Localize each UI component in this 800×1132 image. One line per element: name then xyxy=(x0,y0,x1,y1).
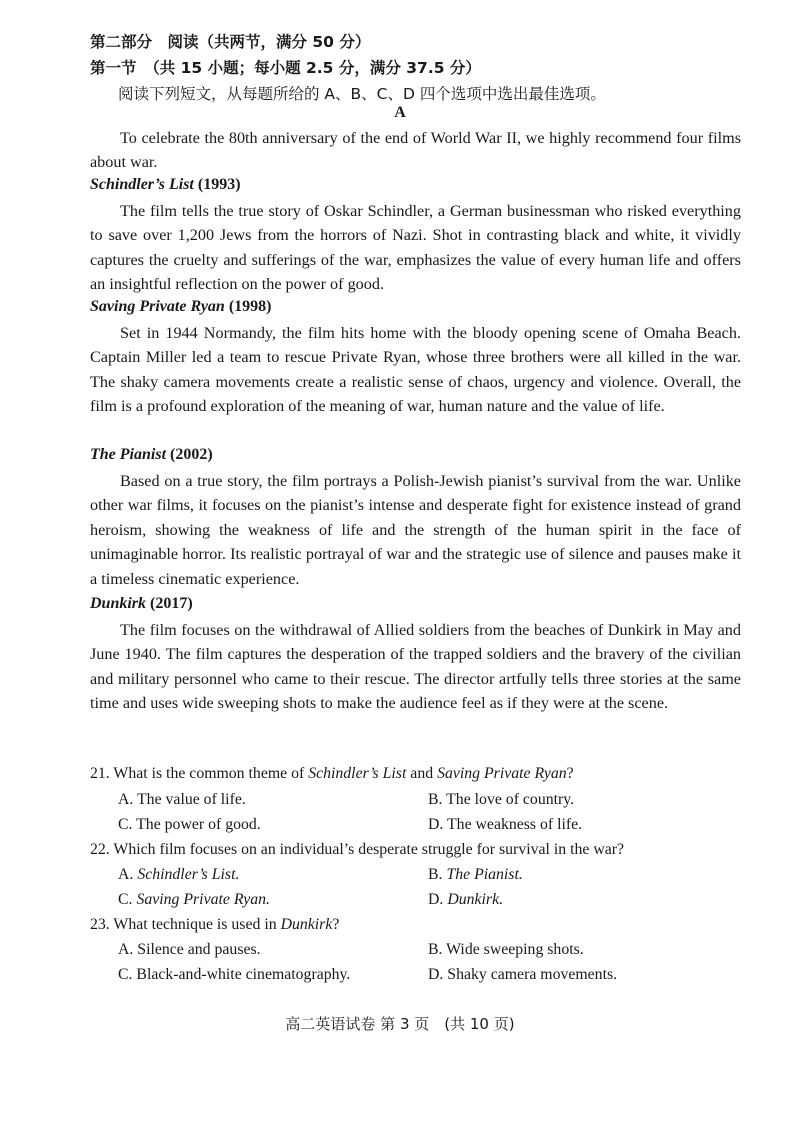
q23-option-c: C. Black-and-white cinematography. xyxy=(118,966,351,983)
option-film-title: The Pianist. xyxy=(446,866,523,883)
intro-paragraph: To celebrate the 80th anniversary of the end of World War II, we highly recommend four films about war. xyxy=(90,129,741,172)
film-body-2: Set in 1944 Normandy, the film hits home with the bloody opening scene of Omaha Beach. Captain Miller led a team to rescue Private Ryan, whose three brothers were all killed in the war. The shaky camera movements create a realistic sense of chaos, urgency and violence. Overall, the film is a profound exploration of the meaning of war, human nature and the value of life. xyxy=(90,324,741,416)
question-23 xyxy=(90,916,339,934)
q21-option-d: D. The weakness of life. xyxy=(428,816,583,833)
option-label: B. xyxy=(428,866,447,883)
question-film-title: Saving Private Ryan xyxy=(437,765,567,782)
option-label: C. xyxy=(118,891,137,908)
question-stem: 23. What technique is used in xyxy=(90,916,281,933)
question-stem: ? xyxy=(332,916,340,933)
option-film-title: Dunkirk. xyxy=(447,891,504,908)
question-stem: ? xyxy=(566,765,574,782)
film-title-text: Saving Private Ryan xyxy=(90,298,225,315)
film-title-text: Dunkirk xyxy=(90,595,147,612)
q23-option-b: B. Wide sweeping shots. xyxy=(428,941,584,958)
part-heading: 第二部分 阅读（共两节，满分 50 分） xyxy=(90,33,371,51)
q21-option-c: C. The power of good. xyxy=(118,816,261,833)
q21-option-b: B. The love of country. xyxy=(428,791,575,808)
film-body-4: The film focuses on the withdrawal of Allied soldiers from the beaches of Dunkirk in May and June 1940. The film captures the desperation of the trapped soldiers and the bravery of the civilian and military personnel who came to their rescue. The director artfully tells three stories at the same time and uses wide sweeping shots to make the audience feel as if they were at the scene. xyxy=(90,621,741,713)
instruction-text: 阅读下列短文，从每题所给的 A、B、C、D 四个选项中选出最佳选项。 xyxy=(118,85,606,103)
question-stem: 21. What is the common theme of xyxy=(90,765,309,782)
question-21 xyxy=(90,765,574,783)
option-label: D. xyxy=(428,891,448,908)
film-year: (2002) xyxy=(166,446,213,463)
passage-letter: A xyxy=(394,104,406,121)
q23-option-a: A. Silence and pauses. xyxy=(118,941,261,958)
q22-option-a xyxy=(118,866,239,884)
question-film-title: Dunkirk xyxy=(280,916,333,933)
film-year: (2017) xyxy=(146,595,193,612)
film-title-text: The Pianist xyxy=(90,446,167,463)
page-footer: 高二英语试卷 第 3 页 (共 10 页) xyxy=(285,1015,515,1033)
q23-option-d: D. Shaky camera movements. xyxy=(428,966,618,983)
film-body-1: The film tells the true story of Oskar Schindler, a German businessman who risked everything to save over 1,200 Jews from the horrors of Nazi. Shot in contrasting black and white, it vividly captures the cruelty and sufferings of the war, emphasizes the value of every human life and offers an insightful reflection on the power of good. xyxy=(90,202,741,294)
film-title-3 xyxy=(90,446,213,464)
film-title-text: Schindler’s List xyxy=(90,176,194,193)
q21-option-a: A. The value of life. xyxy=(118,791,246,808)
question-film-title: Schindler’s List xyxy=(308,765,407,782)
film-year: (1993) xyxy=(193,176,241,193)
film-title-2 xyxy=(90,298,271,316)
question-22: 22. Which film focuses on an individual’s desperate struggle for survival in the war? xyxy=(90,841,625,858)
option-film-title: Schindler’s List. xyxy=(137,866,240,883)
film-title-1 xyxy=(90,176,241,194)
section-heading: 第一节 （共 15 小题；每小题 2.5 分，满分 37.5 分） xyxy=(90,59,481,77)
option-film-title: Saving Private Ryan. xyxy=(136,891,270,908)
film-title-4 xyxy=(90,595,193,613)
q22-option-d xyxy=(428,891,503,909)
question-stem: and xyxy=(406,765,438,782)
option-label: A. xyxy=(118,866,138,883)
film-body-3: Based on a true story, the film portrays a Polish-Jewish pianist’s survival from the war. Unlike other war films, it focuses on the pianist’s intense and desperate fight for existence instead of grand heroism, showing the weakness of life and the strength of the human spirit in the face of unimaginable horror. Its realistic portrayal of war and the strategic use of silence and pauses make it a timeless cinematic experience. xyxy=(90,472,741,588)
q22-option-b xyxy=(428,866,523,884)
q22-option-c xyxy=(118,891,270,909)
film-year: (1998) xyxy=(224,298,272,315)
